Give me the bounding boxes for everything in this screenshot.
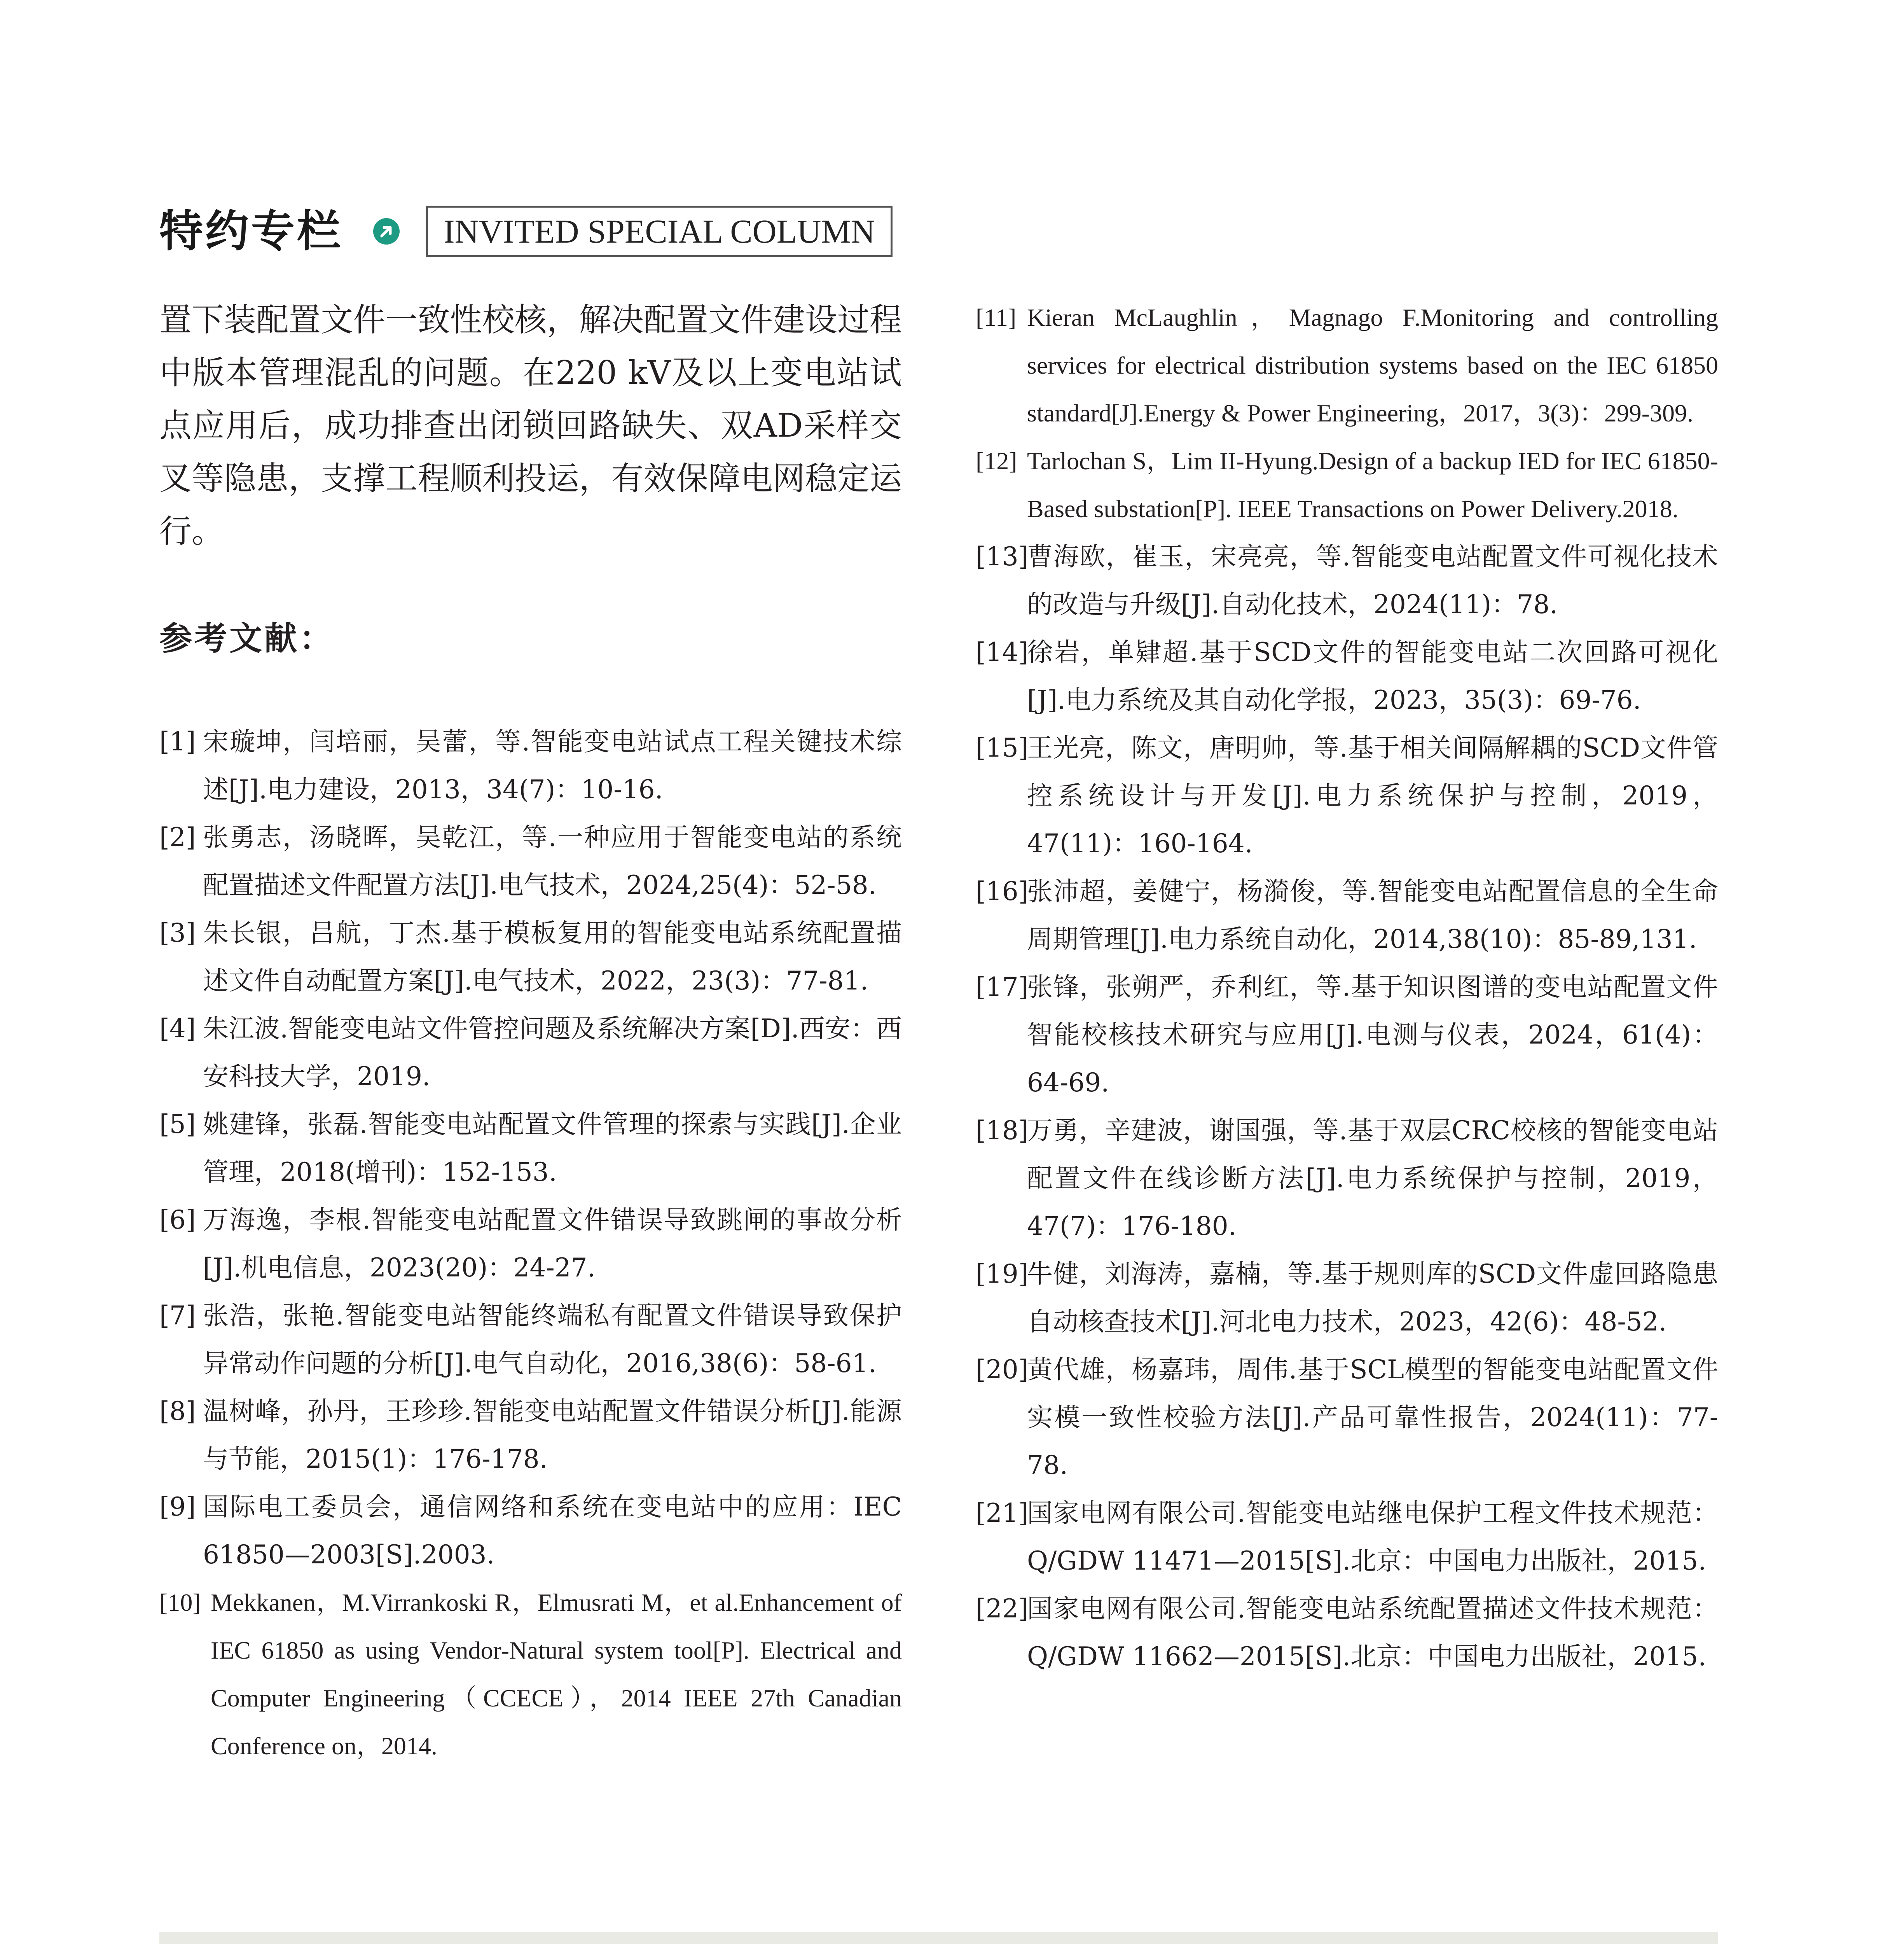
body-paragraph: 置下装配置文件一致性校核，解决配置文件建设过程中版本管理混乱的问题。在220 kV及以上变电站试点应用后，成功排查出闭锁回路缺失、双AD采样交叉等隐患，支撑工程顺利投运，有效保障电网稳定运行。 [159,301,902,550]
right-column [976,294,1718,1680]
reference-text: Kieran McLaughlin，Magnago F.Monitoring and controlling services for electrical distribution systems based on the IEC 61850 standard[J].Energy & Power Engineering，2017，3(3)：299-309. [1027,304,1718,427]
reference-text: 牛健，刘海涛，嘉楠，等.基于规则库的SCD文件虚回路隐患自动核查技术[J].河北电力技术，2023，42(6)：48-52. [1027,1259,1718,1337]
references-heading: 参考文献： [159,619,335,657]
reference-number: [14] [976,637,1029,667]
column-header [159,202,893,260]
reference-item [159,1483,902,1579]
reference-text: 国家电网有限公司.智能变电站系统配置描述文件技术规范：Q/GDW 11662—2015[S].北京：中国电力出版社，2015. [1027,1594,1718,1671]
reference-item [159,909,902,1005]
reference-text: 徐岩，单肄超.基于SCD文件的智能变电站二次回路可视化[J].电力系统及其自动化学报，2023，35(3)：69-76. [1027,637,1718,715]
reference-number: [5] [159,1109,196,1139]
arrow-up-right-circle-icon [372,217,400,245]
reference-item [976,1346,1718,1489]
reference-number: [10] [159,1589,201,1616]
reference-number: [1] [159,727,196,757]
references-list-left [159,718,902,1770]
reference-number: [13] [976,542,1029,572]
reference-text: 曹海欧，崔玉，宋亮亮，等.智能变电站配置文件可视化技术的改造与升级[J].自动化技术，2024(11)：78. [1027,542,1718,619]
reference-item [976,1107,1718,1250]
reference-text: 张锋，张朔严，乔利红，等.基于知识图谱的变电站配置文件智能校核技术研究与应用[J].电测与仪表，2024，61(4)：64-69. [1027,972,1718,1098]
reference-item [976,1489,1718,1585]
reference-text: 国家电网有限公司.智能变电站继电保护工程文件技术规范：Q/GDW 11471—2015[S].北京：中国电力出版社，2015. [1027,1498,1718,1576]
reference-item [976,437,1718,533]
reference-number: [20] [976,1355,1029,1385]
reference-text: 朱长银，吕航，丁杰.基于模板复用的智能变电站系统配置描述文件自动配置方案[J].电气技术，2022，23(3)：77-81. [203,918,902,996]
reference-text: 姚建锋，张磊.智能变电站配置文件管理的探索与实践[J].企业管理，2018(增刊)：152-153. [203,1109,902,1187]
reference-number: [18] [976,1115,1029,1145]
reference-text: Tarlochan S，Lim II-Hyung.Design of a backup IED for IEC 61850-Based substation[P]. IEEE Transactions on Power Delivery.2018. [1027,447,1718,523]
references-list-right [976,294,1718,1680]
reference-item [976,294,1718,437]
reference-number: [2] [159,822,196,852]
reference-item [159,1100,902,1196]
reference-text: 张浩，张艳.智能变电站智能终端私有配置文件错误导致保护异常动作问题的分析[J].电气自动化，2016,38(6)：58-61. [203,1301,902,1378]
reference-item [976,628,1718,724]
reference-number: [16] [976,876,1029,906]
reference-item [159,1387,902,1483]
reference-item [159,1579,902,1770]
reference-item [976,867,1718,963]
reference-item [976,1585,1718,1680]
reference-number: [6] [159,1205,196,1235]
reference-text: 万勇，辛建波，谢国强，等.基于双层CRC校核的智能变电站配置文件在线诊断方法[J].电力系统保护与控制，2019，47(7)：176-180. [1027,1115,1718,1241]
reference-number: [9] [159,1492,196,1522]
reference-text: 黄代雄，杨嘉玮，周伟.基于SCL模型的智能变电站配置文件实模一致性校验方法[J].产品可靠性报告，2024(11)：77-78. [1027,1355,1718,1480]
reference-number: [17] [976,972,1029,1002]
reference-text: 宋璇坤，闫培丽，吴蕾，等.智能变电站试点工程关键技术综述[J].电力建设，2013，34(7)：10-16. [203,727,902,804]
reference-number: [7] [159,1301,196,1330]
reference-item [159,1196,902,1292]
section-title-en: INVITED SPECIAL COLUMN [426,206,893,257]
reference-text: Mekkanen，M.Virrankoski R，Elmusrati M，et al.Enhancement of IEC 61850 as using Vendor-Natural system tool[P]. Electrical and Computer Engineering（CCECE），2014 IEEE 27th Canadian Conference on，2014. [211,1589,902,1760]
reference-item [159,1292,902,1387]
reference-number: [21] [976,1498,1029,1528]
left-column [159,294,902,1770]
reference-number: [4] [159,1014,196,1044]
reference-item [159,813,902,909]
reference-number: [15] [976,733,1029,763]
reference-text: 国际电工委员会，通信网络和系统在变电站中的应用：IEC 61850—2003[S].2003. [203,1492,902,1570]
reference-number: [12] [976,447,1017,475]
reference-text: 万海逸，李根.智能变电站配置文件错误导致跳闸的事故分析[J].机电信息，2023(20)：24-27. [203,1205,902,1283]
reference-number: [19] [976,1259,1029,1289]
reference-item [159,718,902,813]
reference-number: [11] [976,304,1017,331]
reference-text: 张勇志，汤晓晖，吴乾江，等.一种应用于智能变电站的系统配置描述文件配置方法[J].电气技术，2024,25(4)：52-58. [203,822,902,900]
reference-text: 王光亮，陈文，唐明帅，等.基于相关间隔解耦的SCD文件管控系统设计与开发[J].电力系统保护与控制，2019，47(11)：160-164. [1027,733,1718,858]
gray-placeholder-box [159,1932,1718,1944]
section-title: 特约专栏 [159,206,343,257]
reference-number: [22] [976,1594,1029,1624]
reference-text: 温树峰，孙丹，王珍珍.智能变电站配置文件错误分析[J].能源与节能，2015(1)：176-178. [203,1396,902,1474]
reference-number: [3] [159,918,196,948]
reference-item [976,533,1718,628]
reference-text: 张沛超，姜健宁，杨漪俊，等.智能变电站配置信息的全生命周期管理[J].电力系统自动化，2014,38(10)：85-89,131. [1027,876,1718,954]
reference-item [976,1250,1718,1346]
reference-item [976,963,1718,1107]
reference-item [976,724,1718,867]
reference-item [159,1005,902,1100]
reference-number: [8] [159,1396,196,1426]
reference-text: 朱江波.智能变电站文件管控问题及系统解决方案[D].西安：西安科技大学，2019. [203,1014,902,1091]
